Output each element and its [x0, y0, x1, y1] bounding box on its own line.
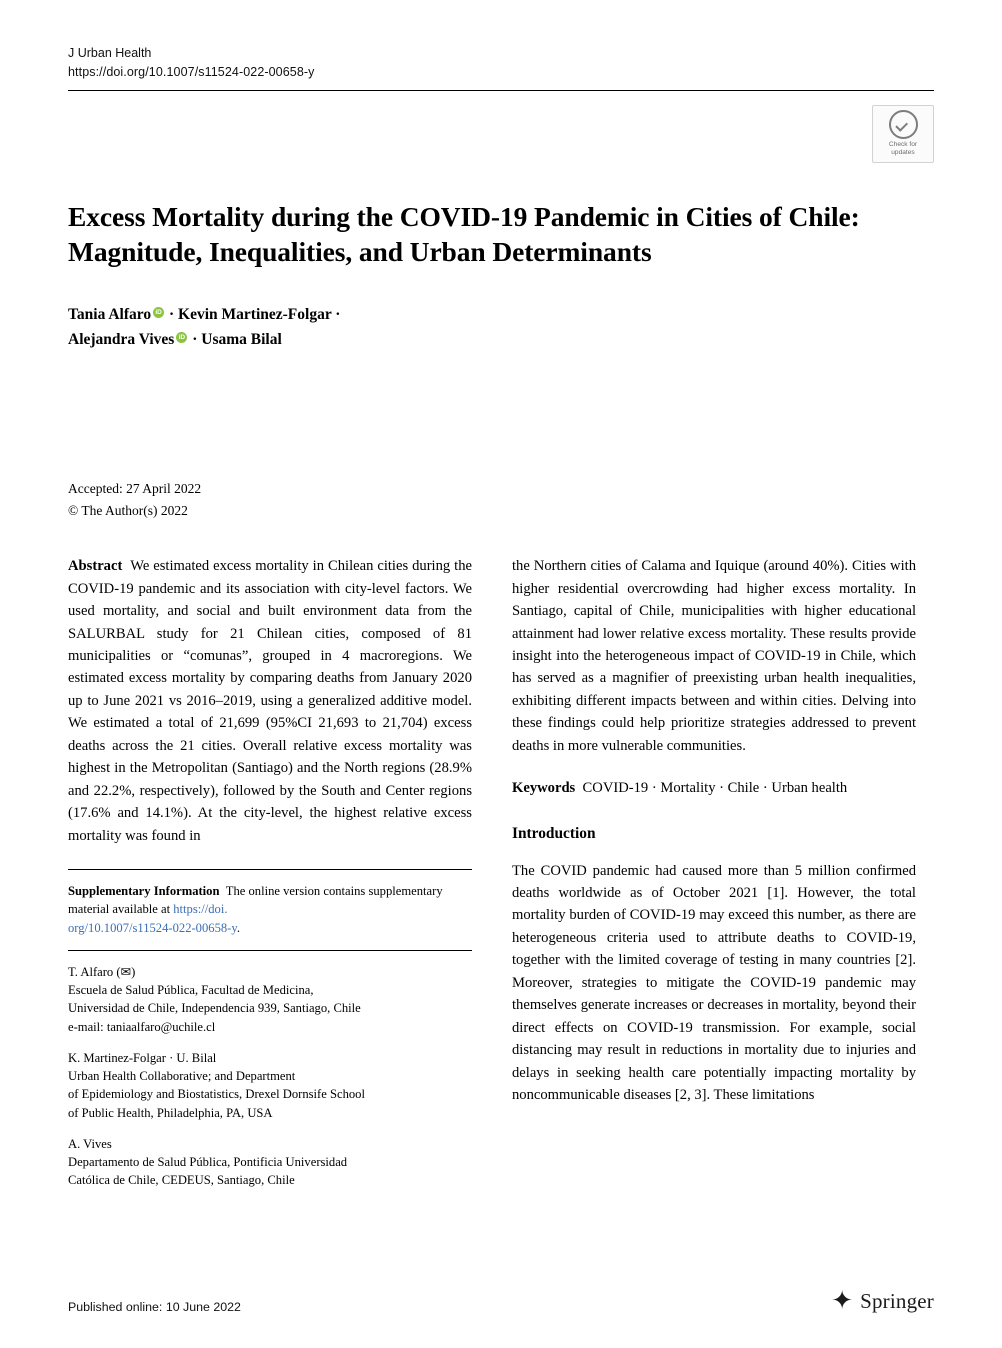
affiliation-3-line-1: Departamento de Salud Pública, Pontificia Universidad [68, 1155, 348, 1170]
orcid-icon[interactable] [153, 307, 164, 318]
affiliation-1 [68, 963, 472, 1036]
affiliation-2-name: K. Martinez-Folgar · U. Bilal [68, 1050, 217, 1065]
introduction-heading: Introduction [512, 824, 596, 842]
publisher-name: Springer [860, 1288, 934, 1313]
affiliation-3-line-2: Católica de Chile, CEDEUS, Santiago, Chile [68, 1173, 295, 1188]
abstract-continuation: the Northern cities of Calama and Iquique (around 40%). Cities with higher residential overcrowding had higher excess mortality. In Santiago, capital of Chile, municipalities with higher educational attainment had lower relative excess mortality. These results provide insight into the heterogeneous impact of COVID-19 in Chile, which has served as a magnifier of preexisting urban health inequalities, exhibiting different impacts between and within cities. Delving into these findings could help prioritize strategies addressed to prevent deaths in more vulnerable communities. [512, 558, 916, 754]
page-title: Excess Mortality during the COVID-19 Pandemic in Cities of Chile: Magnitude, Inequalities, and Urban Determinants [68, 200, 860, 268]
keywords-paragraph [512, 777, 916, 799]
supplementary-period: . [236, 920, 240, 935]
spacer [512, 757, 916, 777]
affiliation-3-name: A. Vives [68, 1136, 112, 1151]
crossmark-badge[interactable] [872, 105, 934, 163]
doi-text: https://doi.org/10.1007/s11524-022-00658-y [68, 65, 315, 80]
author-line-1-rest: · Kevin Martinez-Folgar · [165, 305, 341, 323]
author-line-2 [68, 327, 934, 352]
author-line-1 [68, 302, 934, 327]
affiliation-2 [68, 1049, 472, 1122]
supplementary-label: Supplementary Information [68, 884, 220, 899]
body-columns [68, 555, 934, 1190]
check-circle-icon [889, 110, 918, 139]
accepted-date: Accepted: 27 April 2022 [68, 480, 202, 496]
journal-name: J Urban Health [68, 46, 152, 60]
author-name-tania-alfaro: Tania Alfaro [68, 305, 152, 323]
column-right [512, 555, 916, 1190]
copyright-line: © The Author(s) 2022 [68, 502, 188, 518]
header-divider [68, 90, 934, 91]
supplementary-info [68, 882, 472, 937]
abstract-text: We estimated excess mortality in Chilean cities during the COVID-19 pandemic and its association with city-level factors. We used mortality, and social and built environment data from the SALURBAL study for 21 Chilean cities, composed of 81 municipalities or “comunas”, grouped in 4 macroregions. We estimated excess mortality by comparing deaths from January 2020 up to June 2021 vs 2016–2019, using a generalized additive model. We estimated a total of 21,699 (95%CI 21,693 to 21,704) excess deaths across the 21 cities. Overall relative excess mortality was highest in the Metropolitan (Santiago) and the North regions (28.9% and 22.2%, respectively), followed by the South and Center regions (17.6% and 14.1%). At the city-level, the highest relative excess mortality was found in [68, 558, 472, 844]
affiliation-1-name: T. Alfaro (✉) [68, 964, 136, 979]
introduction-paragraph: The COVID pandemic had caused more than 5 million confirmed deaths worldwide as of October 2021 [1]. However, the total mortality burden of COVID-19 may exceed this number, as there are heterogeneous criteria used to attribute deaths to COVID-19, together with the limited coverage of testing in many countries [2]. Moreover, strategies to mitigate the COVID-19 pandemic may themselves generate increases or decreases in mortality, beyond their direct effects on COVID-19 transmission. For example, social distancing may result in reductions in mortality due to injuries and delays in seeking health care potentially impacting mortality by noncommunicable diseases [2, 3]. These limitations [512, 862, 916, 1104]
affiliation-1-line-1: Escuela de Salud Pública, Facultad de Medicina, [68, 983, 314, 998]
abstract-label: Abstract [68, 558, 123, 575]
supplementary-text: The online version contains supplementary material available at [68, 884, 443, 917]
affiliation-1-email[interactable]: e-mail: taniaalfaro@uchile.cl [68, 1019, 216, 1034]
springer-logo [831, 1288, 934, 1314]
affiliation-3 [68, 1135, 472, 1190]
orcid-icon[interactable] [176, 332, 187, 343]
affiliation-2-line-3: of Public Health, Philadelphia, PA, USA [68, 1105, 273, 1120]
supplementary-link-line2[interactable]: org/10.1007/s11524-022-00658-y [68, 920, 237, 935]
published-date: Published online: 10 June 2022 [68, 1300, 241, 1314]
crossmark-area [68, 105, 934, 167]
crossmark-line1: Check for [888, 140, 918, 148]
abstract-paragraph [68, 555, 472, 847]
affiliation-2-line-2: of Epidemiology and Biostatistics, Drexel Dornsife School [68, 1087, 365, 1102]
accepted-block [68, 478, 934, 521]
author-line-2-rest: · Usama Bilal [188, 330, 282, 348]
affiliation-1-line-2: Universidad de Chile, Independencia 939, Santiago, Chile [68, 1001, 361, 1016]
page-footer [68, 1288, 934, 1314]
affiliation-divider [68, 950, 472, 951]
author-name-alejandra-vives: Alejandra Vives [68, 330, 175, 348]
affiliation-2-line-1: Urban Health Collaborative; and Department [68, 1069, 296, 1084]
springer-mark-icon: ✦ [831, 1286, 854, 1315]
keywords-label: Keywords [512, 780, 576, 797]
journal-header [68, 44, 934, 83]
crossmark-line2: updates [891, 148, 915, 156]
supplementary-link-line1[interactable]: https://doi. [173, 902, 228, 917]
keywords-text: COVID-19 · Mortality · Chile · Urban health [582, 780, 848, 797]
column-left [68, 555, 472, 1190]
footnote-divider [68, 869, 472, 870]
author-list [68, 302, 934, 352]
footnote-block [68, 882, 472, 1190]
